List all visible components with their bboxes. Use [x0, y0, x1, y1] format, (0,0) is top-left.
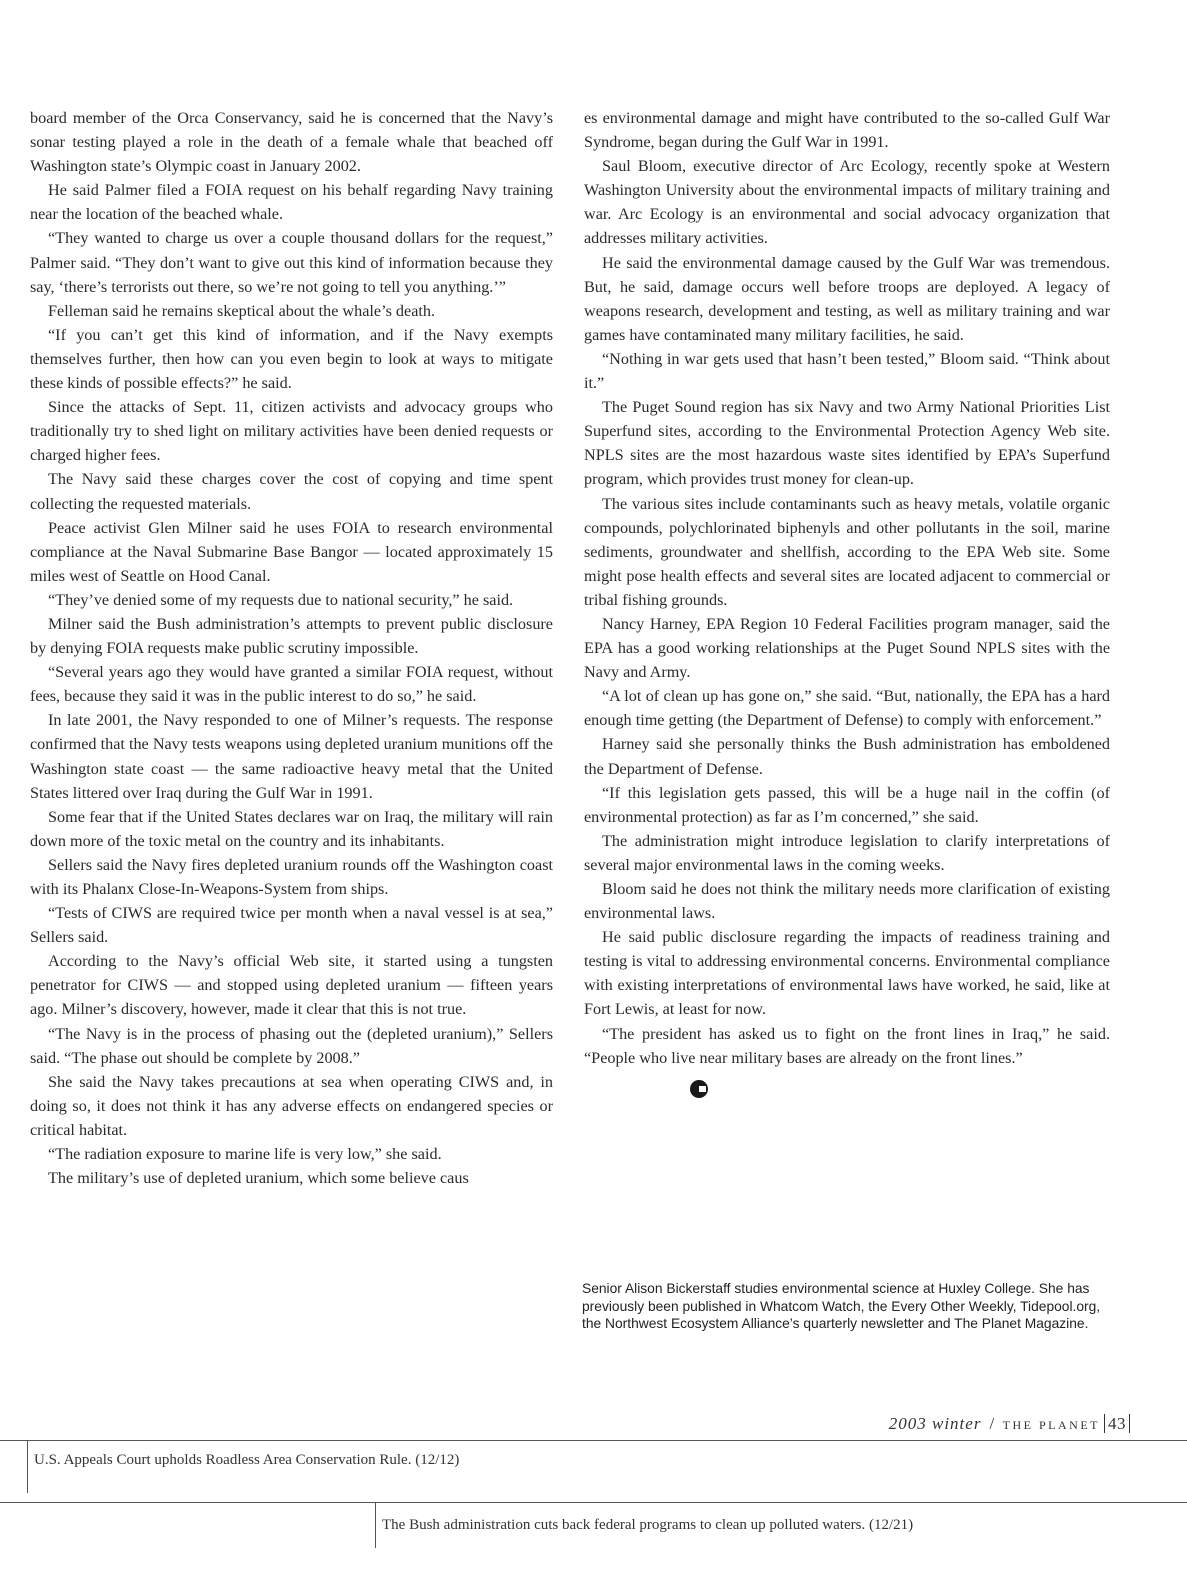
paragraph: “They’ve denied some of my requests due to national security,” he said. [48, 590, 514, 609]
paragraph: “If this legislation gets passed, this will be a huge nail in the coffin (of environmental protection) as far as I’m concerned,” she said. [584, 783, 1110, 826]
paragraph: “Nothing in war gets used that hasn’t been tested,” Bloom said. “Think about it.” [584, 349, 1110, 393]
paragraph: board member of the Orca Conservancy, said he is concerned that the Navy’s sonar testing played a role in the death of a female whale that beached off Washington state’s Olympic coast in January 2002. [30, 109, 553, 176]
paragraph: The military’s use of depleted uranium, which some believe caus [48, 1169, 469, 1188]
paragraph: “The Navy is in the process of phasing out the (depleted uranium),” Sellers said. “The phase out should be complete by 2008.” [30, 1024, 553, 1067]
paragraph: The Puget Sound region has six Navy and two Army National Priorities List Superfund sites, according to the Environmental Protection Agency Web site. NPLS sites are the most hazardous waste sites identified by EPA’s Superfund program, which provides trust money for clean-up. [584, 398, 1110, 489]
timeline-entry: U.S. Appeals Court upholds Roadless Area Conservation Rule. (12/12) [34, 1452, 460, 1468]
paragraph: The Navy said these charges cover the cost of copying and time spent collecting the requested materials. [30, 470, 553, 513]
article-column-right [584, 106, 1110, 1098]
paragraph: “If you can’t get this kind of information, and if the Navy exempts themselves further, then how can you even begin to look at ways to mitigate these kinds of possible effects?” he said. [30, 325, 553, 393]
paragraph: The administration might introduce legislation to clarify interpretations of several major environmental laws in the coming weeks. [584, 831, 1110, 874]
paragraph: The various sites include contaminants such as heavy metals, volatile organic compounds, polychlorinated biphenyls and other pollutants in the soil, marine sediments, groundwater and shellfish, according to the EPA Web site. Some might pose health effects and several sites are located adjacent to commercial or tribal fishing grounds. [584, 494, 1110, 609]
paragraph: She said the Navy takes precautions at sea when operating CIWS and, in doing so, it does not think it has any adverse effects on endangered species or critical habitat. [30, 1072, 553, 1139]
timeline-tick [375, 1502, 376, 1548]
paragraph: Nancy Harney, EPA Region 10 Federal Facilities program manager, said the EPA has a good working relationships at the Puget Sound NPLS sites with the Navy and Army. [584, 614, 1110, 682]
paragraph: Bloom said he does not think the military needs more clarification of existing environmental laws. [584, 880, 1110, 923]
magazine-logo-end-mark-icon [690, 1080, 708, 1098]
author-bio: Senior Alison Bickerstaff studies environmental science at Huxley College. She has previously been published in Whatcom Watch, the Every Other Weekly, Tidepool.org, the Northwest Ecosystem Alliance’s quarterly newsletter and The Planet Magazine. [582, 1281, 1101, 1331]
page-folio [889, 1414, 1130, 1434]
paragraph: Since the attacks of Sept. 11, citizen activists and advocacy groups who traditionally try to shed light on military activities have been denied requests or charged higher fees. [30, 398, 553, 465]
timeline-tick [27, 1440, 28, 1493]
paragraph: In late 2001, the Navy responded to one of Milner’s requests. The response confirmed that the Navy tests weapons using depleted uranium munitions off the Washington state coast — the same radioactive heavy metal that the United States littered over Iraq during the Gulf War in 1991. [30, 711, 553, 802]
paragraph: He said Palmer filed a FOIA request on his behalf regarding Navy training near the location of the beached whale. [30, 181, 553, 224]
paragraph: He said the environmental damage caused by the Gulf War was tremendous. But, he said, damage occurs well before troops are deployed. A legacy of weapons research, development and testing, as well as military training and war games have contaminated many military facilities, he said. [584, 253, 1110, 344]
folio-issue: 2003 winter [888, 1414, 982, 1433]
paragraph: Peace activist Glen Milner said he uses FOIA to research environmental compliance at the Naval Submarine Base Bangor — located approximately 15 miles west of Seattle on Hood Canal. [30, 518, 553, 585]
paragraph: Harney said she personally thinks the Bush administration has emboldened the Department of Defense. [584, 735, 1110, 778]
paragraph: According to the Navy’s official Web site, it started using a tungsten penetrator for CIWS — and stopped using depleted uranium — fifteen years ago. Milner’s discovery, however, made it clear that this is not true. [30, 952, 553, 1019]
timeline-rule-bottom [0, 1502, 1187, 1503]
paragraph: es environmental damage and might have contributed to the so-called Gulf War Syndrome, began during the Gulf War in 1991. [584, 109, 1110, 152]
paragraph: “The radiation exposure to marine life is very low,” she said. [48, 1145, 442, 1164]
paragraph: Some fear that if the United States declares war on Iraq, the military will rain down more of the toxic metal on the country and its inhabitants. [30, 807, 553, 850]
folio-magazine-name: THE PLANET [1002, 1418, 1100, 1432]
timeline-rule-top [0, 1440, 1187, 1441]
paragraph: “They wanted to charge us over a couple thousand dollars for the request,” Palmer said. “They don’t want to give out this kind of information because they say, ‘there’s terrorists out there, so we’re not going to tell you anything.’” [30, 229, 553, 296]
paragraph: He said public disclosure regarding the impacts of readiness training and testing is vital to addressing environmental concerns. Environmental compliance with existing interpretations of environmental laws have worked, he said, like at Fort Lewis, at least for now. [584, 928, 1110, 1019]
paragraph: Milner said the Bush administration’s attempts to prevent public disclosure by denying FOIA requests make public scrutiny impossible. [30, 614, 553, 658]
article-column-left [30, 106, 553, 1190]
timeline-entry: The Bush administration cuts back federal programs to clean up polluted waters. (12/21) [382, 1517, 914, 1533]
paragraph: Sellers said the Navy fires depleted uranium rounds off the Washington coast with its Phalanx Close-In-Weapons-System from ships. [30, 855, 553, 898]
page-number: 43 [1104, 1414, 1130, 1433]
paragraph: Saul Bloom, executive director of Arc Ecology, recently spoke at Western Washington University about the environmental impacts of military training and war. Arc Ecology is an environmental and social advocacy organization that addresses military activities. [584, 157, 1110, 248]
paragraph: “A lot of clean up has gone on,” she said. “But, nationally, the EPA has a hard enough time getting (the Department of Defense) to comply with enforcement.” [584, 687, 1110, 730]
folio-separator: / [989, 1414, 995, 1433]
paragraph: Felleman said he remains skeptical about the whale’s death. [48, 301, 436, 320]
paragraph: “Several years ago they would have granted a similar FOIA request, without fees, because they said it was in the public interest to do so,” he said. [30, 663, 553, 706]
paragraph: “The president has asked us to fight on the front lines in Iraq,” he said. “People who live near military bases are already on the front lines.” [584, 1024, 1110, 1067]
paragraph: “Tests of CIWS are required twice per month when a naval vessel is at sea,” Sellers said. [30, 904, 553, 947]
